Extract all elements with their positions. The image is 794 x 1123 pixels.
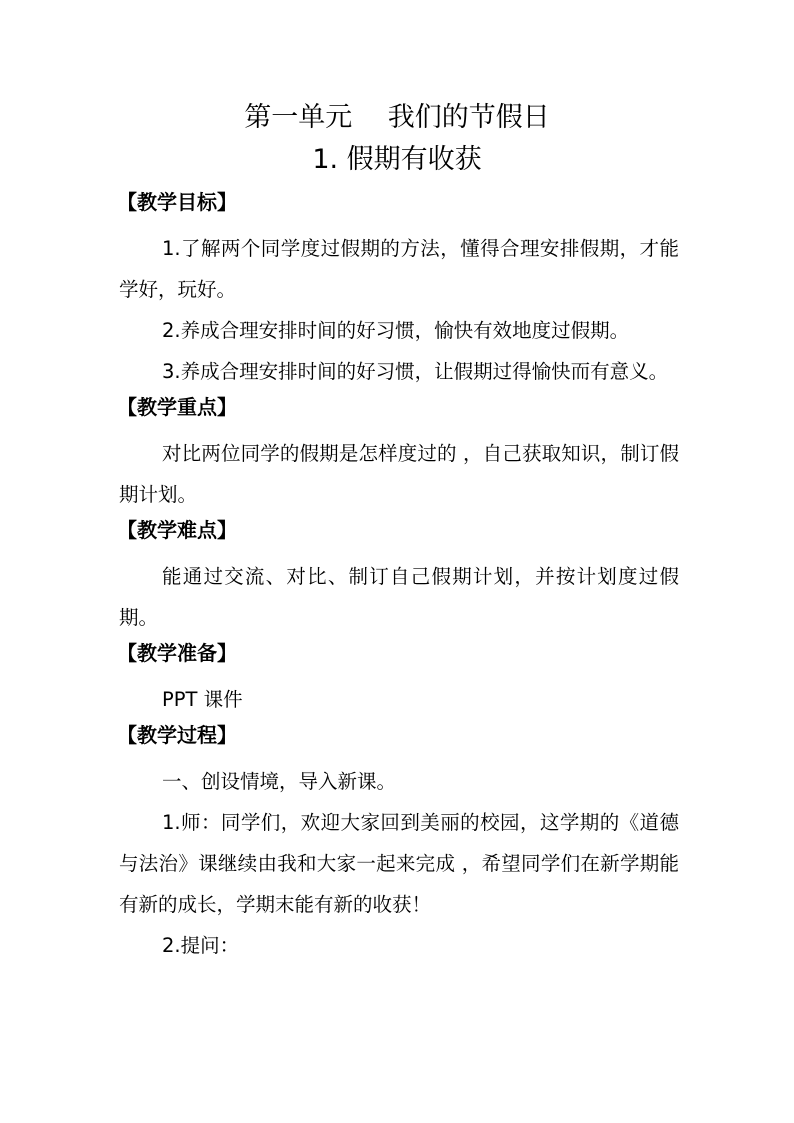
unit-title: 第一单元 我们的节假日: [244, 102, 550, 133]
section-heading-objectives: 【教学目标】: [117, 190, 237, 214]
section-heading-difficulties: 【教学难点】: [117, 518, 237, 542]
process-step-2: 1.师：同学们，欢迎大家回到美丽的校园，这学期的《道德与法治》课继续由我和大家一起来完成 ，希望同学们在新学期能有新的成长，学期末能有新的收获！: [119, 811, 679, 916]
process-step-1: 一、创设情境，导入新课。: [162, 770, 397, 793]
objective-item-2: 2.养成合理安排时间的好习惯，愉快有效地度过假期。: [162, 319, 630, 342]
section-heading-key-points: 【教学重点】: [117, 395, 237, 419]
difficulties-text: 能通过交流、对比、制订自己假期计划，并按计划度过假期。: [119, 565, 679, 629]
section-heading-process: 【教学过程】: [117, 723, 237, 747]
lesson-title: 1. 假期有收获: [312, 144, 482, 175]
objective-item-1: 1.了解两个同学度过假期的方法，懂得合理安排假期，才能学好，玩好。: [119, 237, 679, 301]
section-heading-preparation: 【教学准备】: [117, 641, 237, 665]
key-points-text: 对比两位同学的假期是怎样度过的 ，自己获取知识，制订假期计划。: [119, 442, 679, 506]
process-step-3: 2.提问：: [162, 934, 240, 957]
objective-item-3: 3.养成合理安排时间的好习惯，让假期过得愉快而有意义。: [162, 360, 669, 383]
document-body: [119, 187, 679, 966]
preparation-text: PPT 课件: [162, 688, 243, 711]
